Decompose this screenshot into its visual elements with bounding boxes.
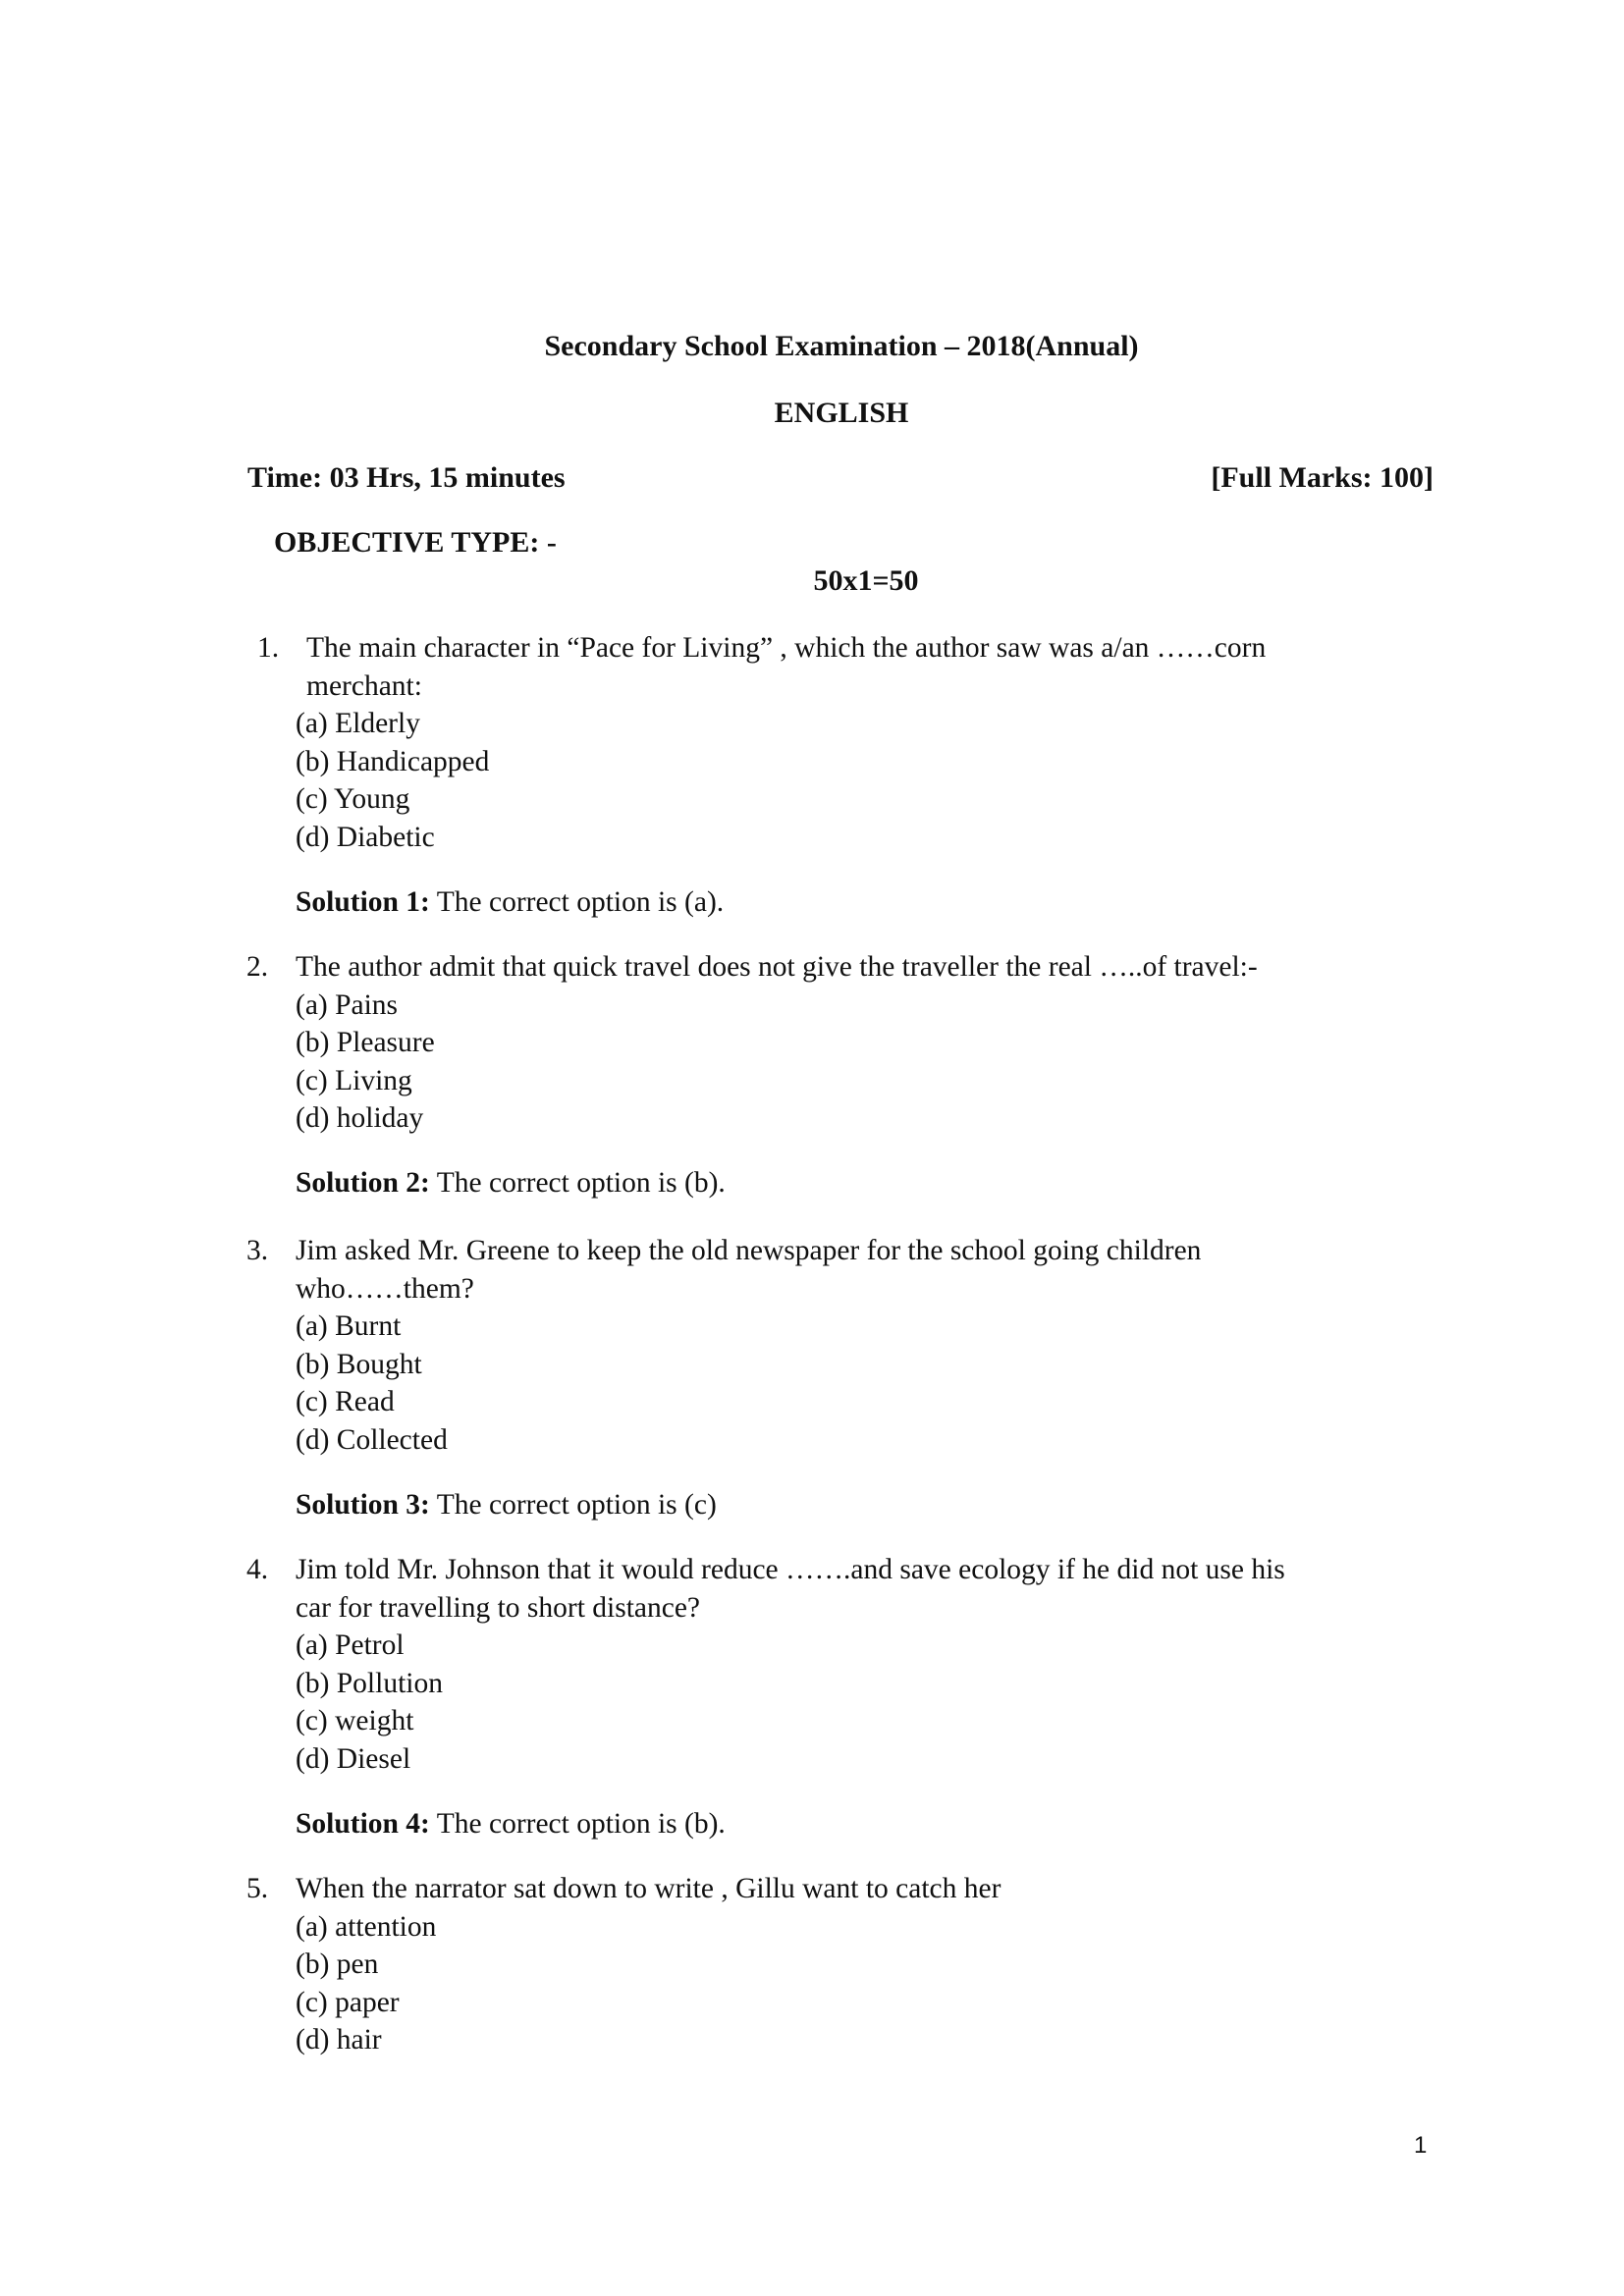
solution <box>296 1805 726 1843</box>
marking-scheme: 50x1=50 <box>813 564 919 597</box>
question-stem: Jim asked Mr. Greene to keep the old newspaper for the school going children <box>296 1235 1202 1266</box>
option-c: (c) weight <box>296 1705 414 1736</box>
solution <box>296 1486 717 1524</box>
solution-text: The correct option is (b). <box>429 1167 726 1199</box>
solution-label: Solution 1: <box>296 886 430 918</box>
question-stem-cont: car for travelling to short distance? <box>296 1591 701 1624</box>
question-number: 1. <box>257 632 280 664</box>
question-number: 2. <box>246 951 269 983</box>
solution-label: Solution 2: <box>296 1167 430 1199</box>
option-d: (d) hair <box>296 2024 382 2056</box>
question-stem: Jim told Mr. Johnson that it would reduce …….and save ecology if he did not use his <box>296 1554 1285 1585</box>
question-stem: The author admit that quick travel does not give the traveller the real …..of travel:- <box>296 951 1258 983</box>
solution <box>296 1164 726 1202</box>
full-marks: [Full Marks: 100] <box>1211 461 1434 494</box>
question-stem: When the narrator sat down to write , Gillu want to catch her <box>296 1873 1001 1904</box>
option-d: (d) holiday <box>296 1102 424 1134</box>
option-a: (a) Petrol <box>296 1629 405 1661</box>
page-number: 1 <box>1414 2132 1428 2159</box>
option-b: (b) pen <box>296 1949 379 1980</box>
solution-text: The correct option is (b). <box>429 1808 726 1840</box>
question-stem-cont: merchant: <box>306 669 422 702</box>
option-d: (d) Diabetic <box>296 821 435 853</box>
option-b: (b) Bought <box>296 1348 422 1380</box>
option-b: (b) Pleasure <box>296 1027 435 1058</box>
option-a: (a) attention <box>296 1910 437 1943</box>
solution-label: Solution 3: <box>296 1489 430 1521</box>
option-c: (c) Living <box>296 1064 412 1096</box>
solution-label: Solution 4: <box>296 1808 430 1840</box>
option-a: (a) Burnt <box>296 1310 402 1342</box>
section-heading: OBJECTIVE TYPE: - <box>274 526 557 559</box>
question-number: 3. <box>246 1235 269 1266</box>
solution-text: The correct option is (a). <box>429 886 725 918</box>
subject-heading: ENGLISH <box>774 397 909 429</box>
question-stem-cont: who……them? <box>296 1272 474 1305</box>
solution-text: The correct option is (c) <box>429 1489 717 1521</box>
option-b: (b) Pollution <box>296 1667 443 1699</box>
option-b: (b) Handicapped <box>296 745 490 777</box>
exam-title: Secondary School Examination – 2018(Annual) <box>544 330 1139 362</box>
option-d: (d) Collected <box>296 1423 448 1456</box>
exam-duration: Time: 03 Hrs, 15 minutes <box>247 461 566 494</box>
question-stem: The main character in “Pace for Living” , which the author saw was a/an ……corn <box>306 632 1267 664</box>
question-number: 4. <box>246 1554 269 1585</box>
question-number: 5. <box>246 1873 269 1904</box>
option-a: (a) Pains <box>296 988 399 1021</box>
solution <box>296 883 724 922</box>
option-c: (c) Read <box>296 1386 395 1417</box>
option-d: (d) Diesel <box>296 1742 411 1775</box>
option-c: (c) paper <box>296 1986 400 2018</box>
option-c: (c) Young <box>296 783 410 815</box>
option-a: (a) Elderly <box>296 708 420 739</box>
